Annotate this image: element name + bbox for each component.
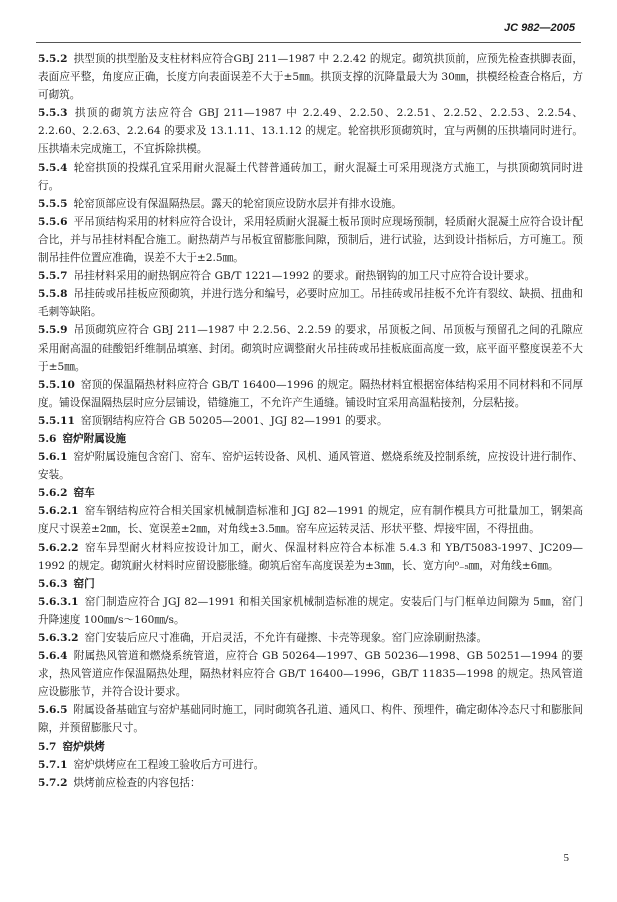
clause-paragraph [38, 502, 583, 538]
clause-paragraph [38, 701, 583, 737]
clause-paragraph [38, 50, 583, 104]
clause-text: 窑炉烘烤应在工程竣工验收后方可进行。 [73, 758, 265, 771]
heading-text: 窑门 [73, 577, 95, 590]
clause-number: 5.7.1 [38, 758, 68, 771]
clause-text: 附属设备基础宜与窑炉基础同时施工，同时砌筑各孔道、通风口、构件、预埋件，确定砌体冷态尺寸和膨胀间隙，并预留膨胀尺寸。 [38, 704, 583, 735]
clause-number: 5.6.2 [38, 487, 68, 500]
clause-text: 窑门制造应符合 JGJ 82—1991 和相关国家机械制造标准的规定。安装后门与门框单边间隙为 5㎜，窑门升降速度 100㎜/s～160㎜/s。 [38, 595, 583, 626]
clause-text: 窑门安装后应尺寸准确，开启灵活，不允许有碰擦、卡壳等现象。窑门应涂刷耐热漆。 [84, 632, 488, 644]
clause-number: 5.7.2 [38, 776, 68, 789]
heading-text: 窑车 [73, 487, 95, 500]
clause-number: 5.7 [38, 740, 57, 753]
clause-text: 轮窑拱顶的投煤孔宜采用耐火混凝土代替普通砖加工，耐火混凝土可采用现浇方式施工，与拱顶砌筑同时进行。 [38, 161, 583, 192]
clause-paragraph [38, 376, 583, 412]
section-heading [38, 430, 583, 448]
clause-paragraph [38, 213, 583, 267]
clause-number: 5.5.8 [38, 288, 68, 301]
clause-number: 5.5.2 [38, 53, 68, 65]
clause-paragraph [38, 267, 583, 285]
clause-number: 5.6.4 [38, 650, 68, 663]
clause-paragraph [38, 647, 583, 701]
clause-text: 吊挂砖或吊挂板应预砌筑，并进行选分和编号，必要时应加工。吊挂砖或吊挂板不允许有裂纹、缺损、扭曲和毛刺等缺陷。 [38, 288, 583, 319]
clause-text: 烘烤前应检查的内容包括： [73, 776, 201, 789]
clause-paragraph [38, 159, 583, 195]
clause-number: 5.5.3 [38, 107, 68, 120]
clause-number: 5.5.11 [38, 414, 75, 427]
document-code-header: JC 982—2005 [504, 22, 575, 34]
clause-paragraph [38, 412, 583, 430]
clause-text: 拱顶的砌筑方法应符合 GBJ 211—1987 中 2.2.49、2.2.50、2.2.51、2.2.52、2.2.53、2.2.54、2.2.60、2.2.63、2.2.64 的要求及 13.1.11、13.1.12 的规定。轮窑拱形顶砌筑时，宜与两侧的压拱墙同时进行。压拱墙未完成施工，不宜拆除拱模。 [38, 107, 583, 156]
document-body [38, 50, 583, 792]
clause-number: 5.6.3.2 [38, 632, 79, 644]
clause-number: 5.5.9 [38, 324, 68, 337]
section-heading [38, 575, 583, 593]
clause-text: 窑车钢结构应符合相关国家机械制造标准和 JGJ 82—1991 的规定，应有制作模具方可批量加工，钢架高度尺寸误差±2㎜，长、宽误差±2㎜，对角线±3.5㎜。窑车应运转灵活、形状平整、焊接牢固，不得扭曲。 [38, 505, 583, 536]
clause-number: 5.6.3 [38, 577, 68, 590]
clause-text: 吊顶砌筑应符合 GBJ 211—1987 中 2.2.56、2.2.59 的要求，吊顶板之间、吊顶板与预留孔之间的孔隙应采用耐高温的硅酸铝纤维制品填塞、封闭。砌筑时应调整耐火吊挂砖或吊挂板底面高度一致，底平面平整度误差不大于±5㎜。 [38, 324, 583, 373]
clause-number: 5.6.5 [38, 704, 68, 717]
clause-number: 5.6.1 [38, 451, 68, 464]
clause-number: 5.6.3.1 [38, 595, 79, 608]
clause-text: 窑顶的保温隔热材料应符合 GB/T 16400—1996 的规定。隔热材料宜根据窑体结构采用不同材料和不同厚度。铺设保温隔热层时应分层铺设，错缝施工，不允许产生通缝。铺设时宜采用高温粘接剂，分层粘接。 [38, 378, 583, 409]
clause-paragraph [38, 593, 583, 629]
section-heading [38, 738, 583, 756]
clause-text: 窑车异型耐火材料应按设计加工，耐火、保温材料应符合本标准 5.4.3 和 YB/T5083-1997、JC209—1992 的规定。砌筑耐火材料时应留设膨胀缝。砌筑后窑车高度误差为±3㎜，长、宽方向⁰₋₅㎜，对角线±6㎜。 [38, 541, 583, 572]
clause-text: 附属热风管道和燃烧系统管道，应符合 GB 50264—1997、GB 50236—1998、GB 50251—1994 的要求，热风管道应作保温隔热处理，隔热材料应符合 GB/T 16400—1996，GB/T 11835—1998 的规定。热风管道应设膨胀节，并符合设计要求。 [38, 650, 583, 699]
clause-number: 5.6 [38, 432, 57, 445]
clause-text: 窑顶钢结构应符合 GB 50205—2001、JGJ 82—1991 的要求。 [80, 414, 388, 427]
clause-paragraph [38, 285, 583, 321]
clause-paragraph [38, 321, 583, 375]
clause-text: 轮窑顶部应设有保温隔热层。露天的轮窑顶应设防水层并有排水设施。 [73, 197, 402, 210]
clause-paragraph [38, 195, 583, 213]
clause-number: 5.5.4 [38, 161, 68, 174]
page-number: 5 [563, 852, 569, 864]
heading-text: 窑炉烘烤 [62, 740, 105, 753]
clause-paragraph [38, 774, 583, 792]
clause-paragraph [38, 629, 583, 647]
clause-paragraph [38, 448, 583, 484]
clause-text: 吊挂材料采用的耐热钢应符合 GB/T 1221—1992 的要求。耐热钢钩的加工尺寸应符合设计要求。 [73, 270, 536, 283]
clause-number: 5.5.5 [38, 197, 68, 210]
clause-text: 平吊顶结构采用的材料应符合设计，采用轻质耐火混凝土板吊顶时应现场预制，轻质耐火混凝土应符合设计配合比，并与吊挂材料配合施工。耐热葫芦与吊板宜留膨胀间隙，预制后，进行试验，达到设计指标后，方可施工。预制吊挂件位置应准确，误差不大于±2.5㎜。 [38, 215, 583, 265]
clause-number: 5.6.2.2 [38, 541, 79, 554]
clause-paragraph [38, 539, 583, 575]
clause-number: 5.5.10 [38, 378, 75, 391]
clause-text: 窑炉附属设施包含窑门、窑车、窑炉运转设备、风机、通风管道、燃烧系统及控制系统，应按设计进行制作、安装。 [38, 451, 583, 482]
clause-number: 5.5.7 [38, 270, 68, 283]
clause-number: 5.6.2.1 [38, 505, 79, 518]
heading-text: 窑炉附属设施 [62, 432, 126, 445]
clause-number: 5.5.6 [38, 215, 68, 228]
clause-text: 拱型顶的拱型胎及支柱材料应符合GBJ 211—1987 中 2.2.42 的规定。砌筑拱顶前，应预先检查拱脚表面，表面应平整，角度应正确，长度方向表面误差不大于±5㎜。拱顶支撑的沉降量最大为 30㎜，拱模经检查合格后，方可砌筑。 [38, 53, 583, 102]
clause-paragraph [38, 756, 583, 774]
header-rule [36, 42, 581, 43]
section-heading [38, 484, 583, 502]
clause-paragraph [38, 104, 583, 158]
